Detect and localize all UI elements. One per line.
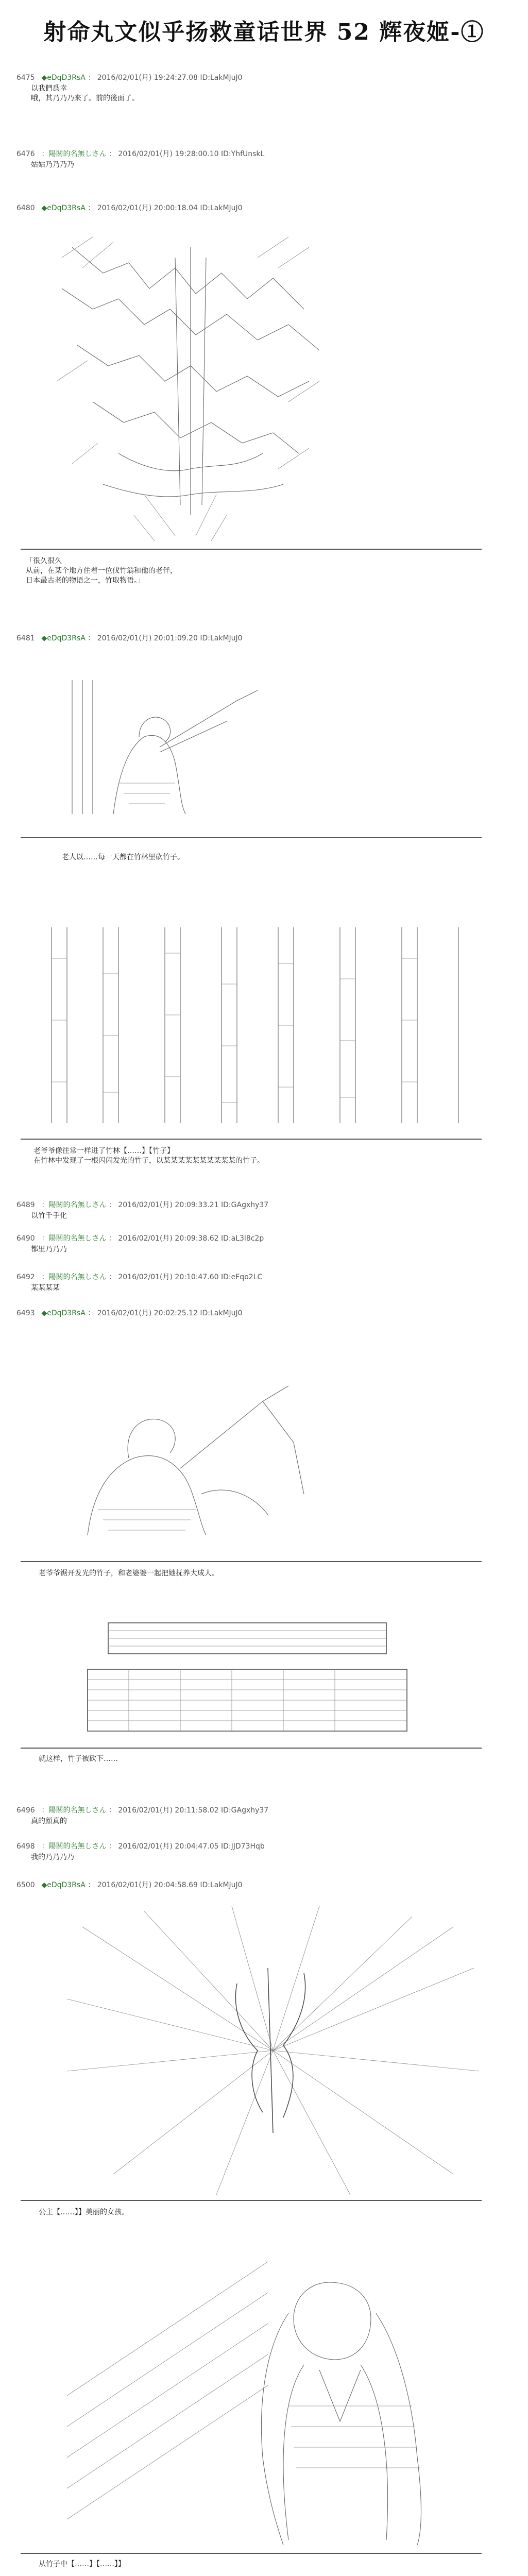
narration-caption: 就这样，竹子被砍下…… (39, 1755, 118, 1763)
ascii-art-princess-kaguya (62, 2241, 484, 2550)
poster-name: ：陽關的名無しさん (41, 150, 107, 158)
post-number[interactable]: 6500 (16, 1881, 35, 1889)
post-timestamp: 2016/02/01(月) 20:09:33.21 ID:GAgxhy37 (118, 1201, 269, 1209)
post-line: 真的顔真的 (31, 1817, 67, 1825)
post-body (31, 1211, 511, 1221)
ascii-art-bamboo-grove (31, 917, 484, 1133)
post (16, 149, 511, 170)
post-line: 哦，其乃乃乃来了。前的後面了。 (31, 94, 139, 103)
narration-caption (26, 556, 386, 586)
poster-name: ：陽關的名無しさん (41, 1842, 107, 1851)
poster-name: ◆eDqD3RsA (41, 634, 86, 642)
post (16, 73, 511, 104)
caption-line: 「很久很久 (26, 557, 62, 565)
poster-name: ：陽關的名無しさん (41, 1234, 107, 1243)
post-body (31, 1853, 511, 1862)
poster-name: ◆eDqD3RsA (41, 74, 86, 82)
post (16, 1806, 511, 1826)
post-line: 姑姑乃乃乃乃 (31, 161, 74, 169)
poster-name: ：陽關的名無しさん (41, 1806, 107, 1815)
post-timestamp: 2016/02/01(月) 19:28:00.10 ID:YhfUnskL (118, 150, 265, 158)
post-header: 6490 ：陽關的名無しさん ： 2016/02/01(月) 20:09:38.62 ID:aL3l8c2p (16, 1234, 264, 1243)
post-timestamp: 2016/02/01(月) 20:09:38.62 ID:aL3l8c2p (118, 1234, 264, 1243)
post-number[interactable]: 6492 (16, 1273, 35, 1281)
scene-baseline (21, 837, 482, 838)
post-body (31, 1245, 511, 1255)
narration-caption: 公主【……】】美丽的女孩。 (39, 2208, 129, 2216)
post-body (31, 84, 511, 104)
post-header: 6489 ：陽關的名無しさん ： 2016/02/01(月) 20:09:33.21 ID:GAgxhy37 (16, 1201, 269, 1209)
post-line: 都里乃乃乃 (31, 1245, 67, 1253)
post-timestamp: 2016/02/01(月) 20:00:18.04 ID:LakMJuJ0 (97, 204, 243, 212)
caption-line: 从前，在某个地方住着一位伐竹翁和他的老伴， (26, 567, 177, 575)
post (16, 1880, 511, 1890)
ascii-art-old-man-cutting-bamboo (41, 659, 309, 829)
post-header: 6476 ：陽關的名無しさん ： 2016/02/01(月) 19:28:00.10 ID:YhfUnskL (16, 150, 265, 158)
scene-baseline (21, 1561, 482, 1562)
poster-name: ◆eDqD3RsA (41, 1309, 86, 1317)
post-line: 以我們爲幸 (31, 84, 67, 93)
post-header: 6475 ◆eDqD3RsA ： 2016/02/01(月) 19:24:27.08 ID:LakMJuJ0 (16, 74, 243, 82)
post-timestamp: 2016/02/01(月) 20:01:09.20 ID:LakMJuJ0 (97, 634, 243, 642)
post-timestamp: 2016/02/01(月) 20:02:25.12 ID:LakMJuJ0 (97, 1309, 243, 1317)
post-timestamp: 2016/02/01(月) 20:10:47.60 ID:eFqo2LC (118, 1273, 263, 1281)
narration-caption: 老爷爷锯开发光的竹子，和老婆婆一起把她抚养大成人。 (39, 1569, 219, 1578)
post-header: 6500 ◆eDqD3RsA ： 2016/02/01(月) 20:04:58.69 ID:LakMJuJ0 (16, 1881, 243, 1889)
post (16, 204, 511, 213)
post-number[interactable]: 6490 (16, 1234, 35, 1243)
ascii-art-bamboo-basket (77, 1607, 417, 1741)
poster-name: ：陽關的名無しさん (41, 1201, 107, 1209)
narration-caption: 老人以……每一天都在竹林里砍竹子。 (62, 853, 184, 861)
narration-caption: 从竹子中【……】【……】】 (39, 2560, 125, 2568)
post (16, 634, 511, 643)
post-number[interactable]: 6489 (16, 1201, 35, 1209)
post-number[interactable]: 6481 (16, 634, 35, 642)
post-header: 6493 ◆eDqD3RsA ： 2016/02/01(月) 20:02:25.12 ID:LakMJuJ0 (16, 1309, 243, 1317)
post-timestamp: 2016/02/01(月) 20:11:58.02 ID:GAgxhy37 (118, 1806, 269, 1815)
post-header: 6496 ：陽關的名無しさん ： 2016/02/01(月) 20:11:58.02 ID:GAgxhy37 (16, 1806, 269, 1815)
caption-line: 老爷爷像往常一样进了竹林【……】【竹子】 (33, 1147, 174, 1155)
post-header: 6498 ：陽關的名無しさん ： 2016/02/01(月) 20:04:47.05 ID:JJD73Hqb (16, 1842, 265, 1851)
scene-baseline (21, 1748, 482, 1749)
poster-name: ◆eDqD3RsA (41, 1881, 86, 1889)
post-number[interactable]: 6476 (16, 150, 35, 158)
scene-baseline (21, 2553, 482, 2554)
post-body (31, 1283, 511, 1293)
post-number[interactable]: 6496 (16, 1806, 35, 1815)
post (16, 1200, 511, 1221)
poster-name: ◆eDqD3RsA (41, 204, 86, 212)
ascii-art-glowing-bamboo-burst (62, 1906, 484, 2195)
page-title: 射命丸文似乎扬救童话世界 52 辉夜姬-① (43, 19, 485, 45)
post-line: 某某某某 (31, 1284, 60, 1292)
post (16, 1273, 511, 1293)
scene-baseline (21, 2200, 482, 2201)
post-number[interactable]: 6493 (16, 1309, 35, 1317)
post-header: 6480 ◆eDqD3RsA ： 2016/02/01(月) 20:00:18.04 ID:LakMJuJ0 (16, 204, 243, 212)
narration-caption (33, 1146, 425, 1166)
post-number[interactable]: 6475 (16, 74, 35, 82)
post (16, 1309, 511, 1318)
post-line: 以竹千手化 (31, 1212, 67, 1220)
post-number[interactable]: 6480 (16, 204, 35, 212)
post (16, 1842, 511, 1862)
post-timestamp: 2016/02/01(月) 20:04:58.69 ID:LakMJuJ0 (97, 1881, 243, 1889)
post-line: 我的乃乃乃乃 (31, 1853, 74, 1861)
scene-baseline (21, 549, 482, 550)
ascii-art-old-man-carrying-bamboo (46, 1340, 335, 1556)
caption-line: 在竹林中发现了一根闪闪发光的竹子，以某某某某某某某某某某的竹子。 (33, 1157, 264, 1165)
post-number[interactable]: 6498 (16, 1842, 35, 1851)
post-body (31, 160, 511, 170)
post-header: 6481 ◆eDqD3RsA ： 2016/02/01(月) 20:01:09.20 ID:LakMJuJ0 (16, 634, 243, 642)
poster-name: ：陽關的名無しさん (41, 1273, 107, 1281)
caption-line: 日本最古老的物语之一，竹取物语。」 (26, 577, 145, 585)
post-timestamp: 2016/02/01(月) 19:24:27.08 ID:LakMJuJ0 (97, 74, 243, 82)
post-header: 6492 ：陽關的名無しさん ： 2016/02/01(月) 20:10:47.60 ID:eFqo2LC (16, 1273, 263, 1281)
scene-baseline (21, 1139, 482, 1140)
ascii-art-bamboo-forest-scene (41, 227, 340, 546)
post-body (31, 1817, 511, 1826)
post (16, 1234, 511, 1255)
post-timestamp: 2016/02/01(月) 20:04:47.05 ID:JJD73Hqb (118, 1842, 265, 1851)
